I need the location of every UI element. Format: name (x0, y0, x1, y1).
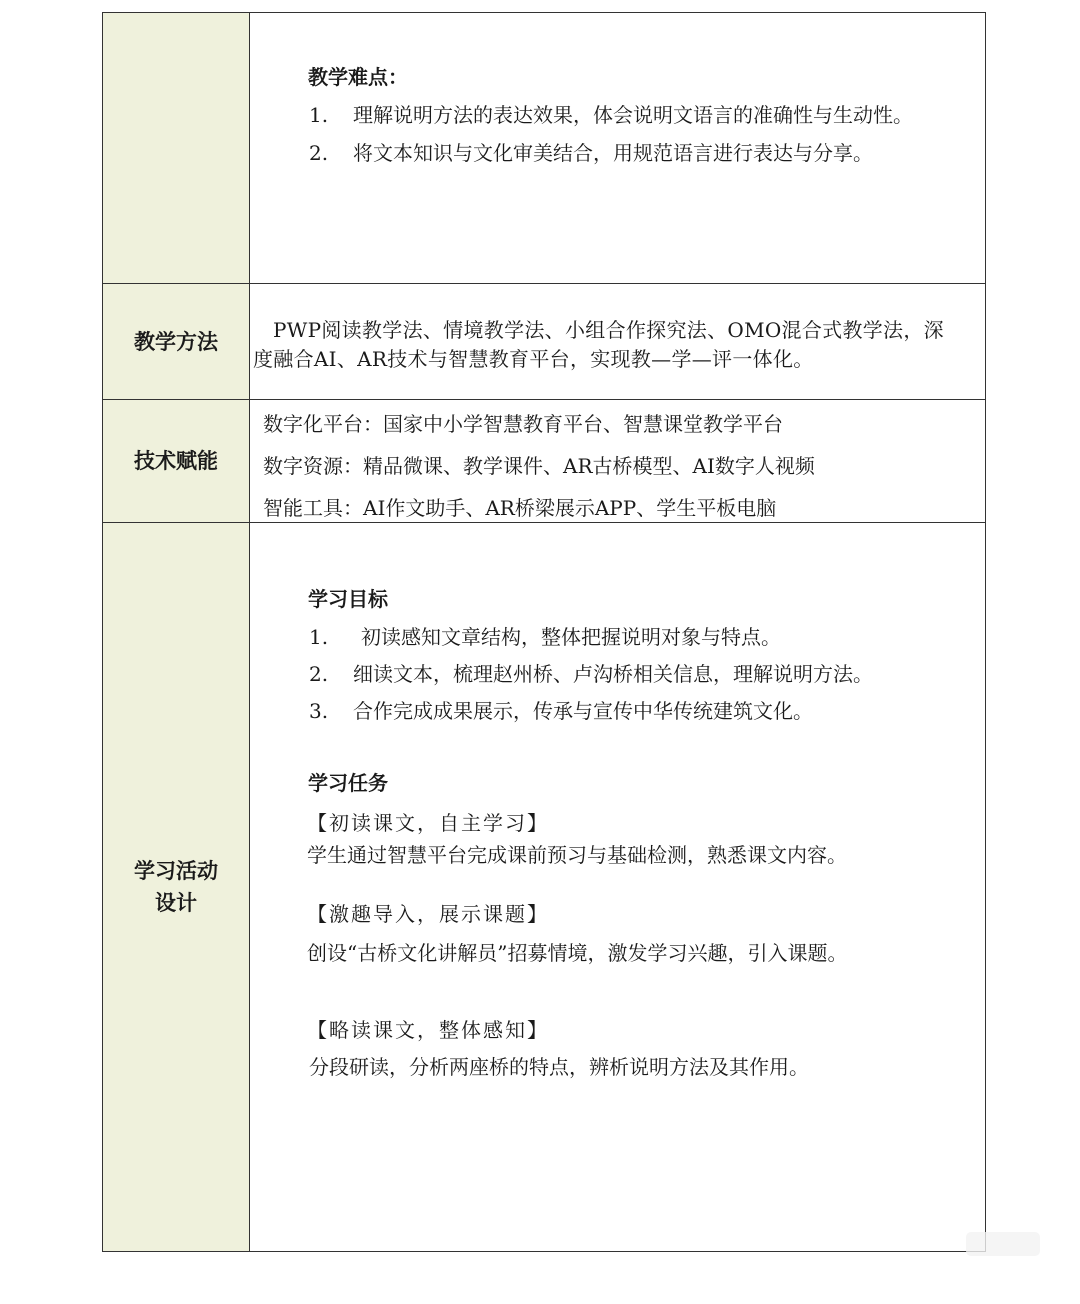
task-desc: 分段研读，分析两座桥的特点，辨析说明方法及其作用。 (309, 1055, 809, 1079)
methods-label: 教学方法 (103, 284, 250, 399)
goal-item (309, 623, 781, 651)
difficulty-item (309, 139, 873, 167)
activity-label (103, 523, 250, 1251)
item-text: 理解说明方法的表达效果，体会说明文语言的准确性与生动性。 (353, 103, 913, 127)
task-title: 【初读课文，自主学习】 (307, 811, 549, 835)
difficulty-heading: 教学难点： (308, 65, 408, 89)
task-title: 【激趣导入，展示课题】 (307, 902, 549, 926)
tasks-heading: 学习任务 (308, 771, 388, 795)
item-text: 初读感知文章结构，整体把握说明对象与特点。 (361, 625, 781, 649)
item-text: 合作完成成果展示，传承与宣传中华传统建筑文化。 (353, 699, 813, 723)
methods-line: PWP阅读教学法、情境教学法、小组合作探究法、OMO混合式教学法，深 (273, 318, 944, 342)
tech-line: 智能工具：AI作文助手、AR桥梁展示APP、学生平板电脑 (263, 496, 777, 520)
tech-label: 技术赋能 (103, 400, 250, 522)
activity-label-line: 设计 (155, 891, 197, 915)
lesson-plan-table (102, 12, 986, 1252)
item-text: 将文本知识与文化审美结合，用规范语言进行表达与分享。 (353, 141, 873, 165)
task-title: 【略读课文，整体感知】 (307, 1018, 549, 1042)
activity-content (251, 523, 985, 1251)
goal-item (309, 660, 873, 688)
activity-label-line: 学习活动 (134, 859, 218, 883)
difficulty-item (309, 101, 913, 129)
item-number: 3. (309, 699, 329, 723)
item-number: 2. (309, 662, 329, 686)
methods-line: 度融合AI、AR技术与智慧教育平台，实现教—学—评一体化。 (253, 347, 814, 371)
watermark-logo (966, 1232, 1040, 1256)
methods-row (103, 284, 985, 399)
difficulty-row (103, 13, 985, 283)
goal-item (309, 697, 813, 725)
item-text: 细读文本，梳理赵州桥、卢沟桥相关信息，理解说明方法。 (353, 662, 873, 686)
difficulty-content (251, 13, 985, 283)
activity-row (103, 523, 985, 1251)
tech-content (251, 400, 985, 522)
item-number: 1. (309, 103, 329, 127)
difficulty-label-cell (103, 13, 250, 283)
task-desc: 学生通过智慧平台完成课前预习与基础检测，熟悉课文内容。 (307, 843, 847, 867)
task-desc: 创设“古桥文化讲解员”招募情境，激发学习兴趣，引入课题。 (307, 941, 848, 965)
tech-row (103, 400, 985, 522)
methods-content (251, 284, 985, 399)
tech-line: 数字化平台：国家中小学智慧教育平台、智慧课堂教学平台 (263, 412, 783, 436)
item-number: 2. (309, 141, 329, 165)
tech-line: 数字资源：精品微课、教学课件、AR古桥模型、AI数字人视频 (263, 454, 815, 478)
goals-heading: 学习目标 (308, 587, 388, 611)
item-number: 1. (309, 625, 329, 649)
